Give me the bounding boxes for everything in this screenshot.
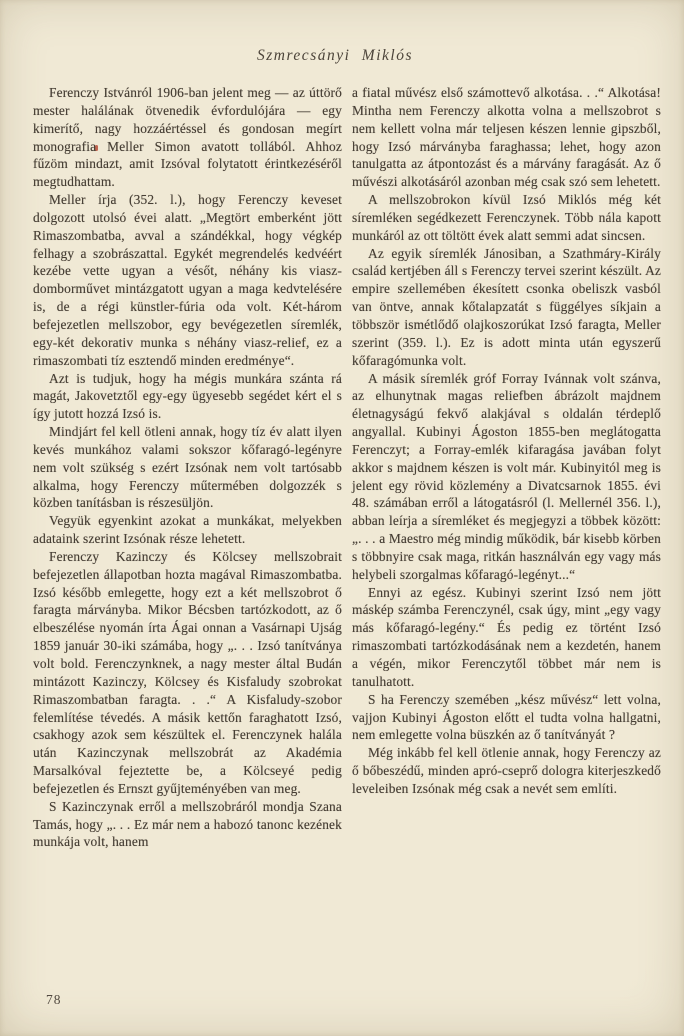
text-columns: [33, 84, 661, 851]
paragraph: Ferenczy Kazinczy és Kölcsey mellszobrait befejezetlen állapotban hozta magával Rimaszombatba. Izsó később emlegette, hogy ezt a két mellszobrot ő faragta márványba. Mikor Bécsben tartózkodott, az ő elbeszélése nyomán írta Ágai onnan a Vasárnapi Ujság 1859 január 30-iki számába, hogy „. . . Izsó tanítványa volt bold. Ferenczynknek, a nagy mester által Budán mintázott Kazinczy, Kölcsey és Kisfaludy szobrokat Rimaszombatban faragta. . .“ A Kisfaludy-szobor felemlítése tévedés. A másik kettőn faraghatott Izsó, csakhogy azok sem készültek el. Ferenczynek halála után Kazinczynak mellszobrát az Akadémia Marsalkóval fejeztette be, a Kölcseyé pedig befejezetlen és Ernszt gyűjteményében van meg.: [33, 548, 342, 796]
paragraph: Vegyük egyenkint azokat a munkákat, melyekben adataink szerint Izsónak része lehetett.: [33, 513, 342, 547]
paragraph: S ha Ferenczy szemében „kész művész“ lett volna, vajjon Kubinyi Ágoston előtt el tudta volna hallgatni, nem emlegette volna büszkén az ő tanítványát ?: [352, 691, 661, 743]
paragraph: Még inkább fel kell ötlenie annak, hogy Ferenczy az ő bőbeszédű, minden apró-cseprő dologra kiterjeszkedő leveleiben Izsónak még csak a nevét sem említi.: [352, 745, 661, 796]
paragraph: Az egyik síremlék Jánosiban, a Szathmáry-Király család kertjében áll s Ferenczy tervei szerint készült. Az empire szellemében ékesített csonka obeliszk vasból van öntve, annak kőtalapzatát s függélyes síkjain a többször ismétlődő olajkoszorúkat Izsó faragta, Meller szerint (359. l.). Ez is adott minta után egyszerű kőfaragómunka volt.: [352, 245, 661, 368]
right-column: [352, 84, 661, 851]
paragraph: A másik síremlék gróf Forray Ivánnak volt szánva, az elhunytnak magas reliefben ábrázolt majdnem életnagyságú fekvő alakjával s oldalán térdeplő angyallal. Kubinyi Ágoston 1855-ben meglátogatta Ferenczyt; a Forray-emlék kifaragása javában folyt akkor s majdnem készen is volt már. Kubinyitól meg is jelent egy rövid közlemény a Divatcsarnok 1855. évi 48. számában erről a látogatásról (l. Mellernél 356. l.), abban leírja a síremléket és megjegyzi a többek között: „. . . a Maestro még mindig működik, bár kisebb körben s többnyire csak maga, ritkán használván egy vagy más helybeli szorgalmas kőfaragó-legényt...“: [352, 370, 661, 582]
paragraph: Meller írja (352. l.), hogy Ferenczy keveset dolgozott utolsó évei alatt. „Megtört emberként jött Rimaszombatba, avval a szándékkal, hogy végkép felhagy a szobrászattal. Egykét megrendelés kedvéért kezébe vette ugyan a vésőt, néhány kis viasz-domborművet mintázgatott ugyan a maga kedvtelésére is, de a régi künstler-fúria oda volt. Két-három befejezetlen mellszobor, egy bevégezetlen síremlék, egy-két dekorativ munka s néhány viasz-relief, ez a rimaszombati tíz esztendő minden eredménye“.: [33, 192, 342, 368]
left-column: [33, 84, 342, 851]
page-number: 78: [46, 992, 62, 1007]
paragraph: Ennyi az egész. Kubinyi szerint Izsó nem jött máskép számba Ferenczynél, csak úgy, mint „egy vagy más kőfaragó-legény.“ És pedig ez történt Izsó rimaszombati tartózkodásának nem a kezdetén, hanem a végén, mikor Ferenczytől többet már nem is tanulhatott.: [352, 584, 661, 689]
paragraph: Ferenczy Istvánról 1906-ban jelent meg — az úttörő mester halálának ötvenedik évfordulójára — egy kimerítő, nagy hozzáértéssel és gondosan megírt monografia Meller Simon avatott tollából. Ahhoz fűzöm mindazt, amit Izsóval folytatott érintkezéséről megtudhattam.: [33, 85, 342, 190]
paragraph: Azt is tudjuk, hogy ha mégis munkára szánta rá magát, Jakovetztől egy-egy ügyesebb segédet kért el s így jutott hozzá Izsó is.: [33, 370, 342, 422]
paragraph: S Kazinczynak erről a mellszobráról mondja Szana Tamás, hogy „. . . Ez már nem a habozó tanonc kezének munkája volt, hanem: [33, 798, 342, 850]
paragraph: A mellszobrokon kívül Izsó Miklós még két síremléken segédkezett Ferenczynek. Több nála kapott munkáról az ott töltött évek alatt semmi adat sincsen.: [352, 192, 661, 243]
paragraph: Mindjárt fel kell ötleni annak, hogy tíz év alatt ilyen kevés munkához valami sokszor kőfaragó-legényre nem volt szükség s ezért Izsónak nem volt tartósabb alkalma, hogy Ferenczy műtermében dolgozzék s közben tanításban is részesüljön.: [33, 424, 342, 511]
running-header: Szmrecsányi Miklós: [257, 47, 413, 64]
paragraph: a fiatal művész első számottevő alkotása. . .“ Alkotása! Mintha nem Ferenczy alkotta volna a mellszobrot s nem kellett volna már teljesen készen lennie gipszből, hogy Izsó márványba faraghassa; lehet, hogy azon tanulgatta az átpontozást és a márvány faragását. Az ő művészi alkotásáról azonban még csak szó sem lehetett.: [352, 85, 661, 190]
